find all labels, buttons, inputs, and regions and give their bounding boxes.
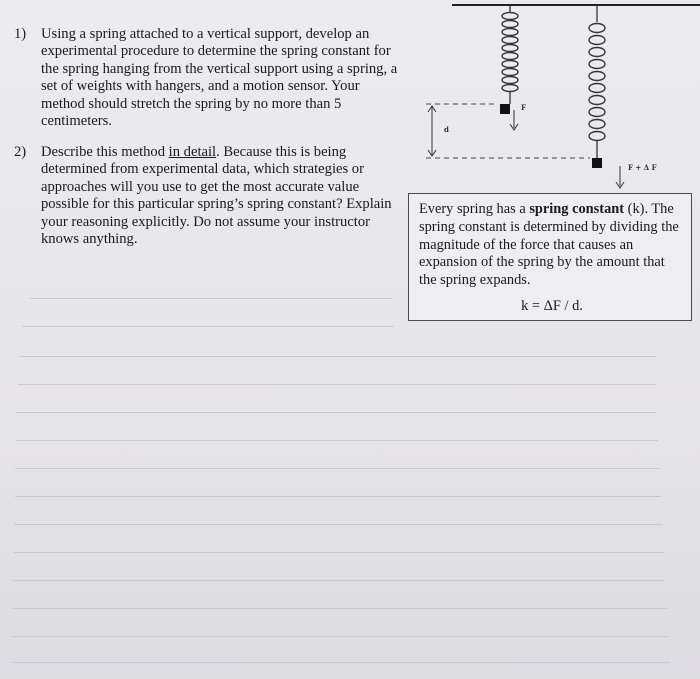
question-2-text-start: Describe this method [41,144,169,160]
answer-line[interactable] [12,636,668,637]
answer-line[interactable] [13,580,665,581]
answer-line[interactable] [13,608,667,609]
answer-line[interactable] [30,298,392,299]
question-2-number: 2) [14,144,27,160]
question-2-underlined-phrase: in detail [168,144,217,160]
right-weight-block [592,158,602,168]
answer-line[interactable] [16,440,658,441]
answer-line[interactable] [22,326,394,327]
answer-line[interactable] [18,384,656,385]
displacement-label: d [444,125,449,134]
question-2-text-rest: . Because this is being determined from experimental data, which strategies or approaches will you use to get the most accurate value possible for this particular spring’s spring constant? Explain your reasoning explicitly. Do not assume your instructor knows anything. [41,144,392,248]
left-spring-coil [502,13,518,92]
info-box-definition: (k). The spring constant is determined by dividing the magnitude of the force that causes an expansion of the spring by the amount that the spring expands. [419,201,679,289]
question-1-text: Using a spring attached to a vertical support, develop an experimental procedure to determine the spring constant for the spring hanging from the vertical support using a spring, a set of weights with hangers, and a motion sensor. Your method should stretch the spring by no more than 5 centimeters. [41,26,398,130]
answer-line[interactable] [15,468,659,469]
left-weight-block [500,104,510,114]
question-1-number: 1) [14,26,27,42]
answer-line[interactable] [12,662,670,663]
answer-line[interactable] [20,356,656,357]
info-box-text [419,201,685,290]
answer-line[interactable] [14,524,662,525]
info-box-lead: Every spring has a [419,201,530,217]
answer-line[interactable] [14,552,664,553]
spring-constant-formula: k = ΔF / d. [521,297,583,314]
increased-force-label: F + Δ F [628,163,657,172]
right-spring-coil [589,24,605,141]
answer-line[interactable] [16,412,656,413]
force-label: F [521,103,526,112]
answer-line[interactable] [15,496,661,497]
spring-constant-info-box [408,193,692,321]
info-box-bold-term: spring constant [529,201,625,217]
spring-diagram [0,0,700,200]
